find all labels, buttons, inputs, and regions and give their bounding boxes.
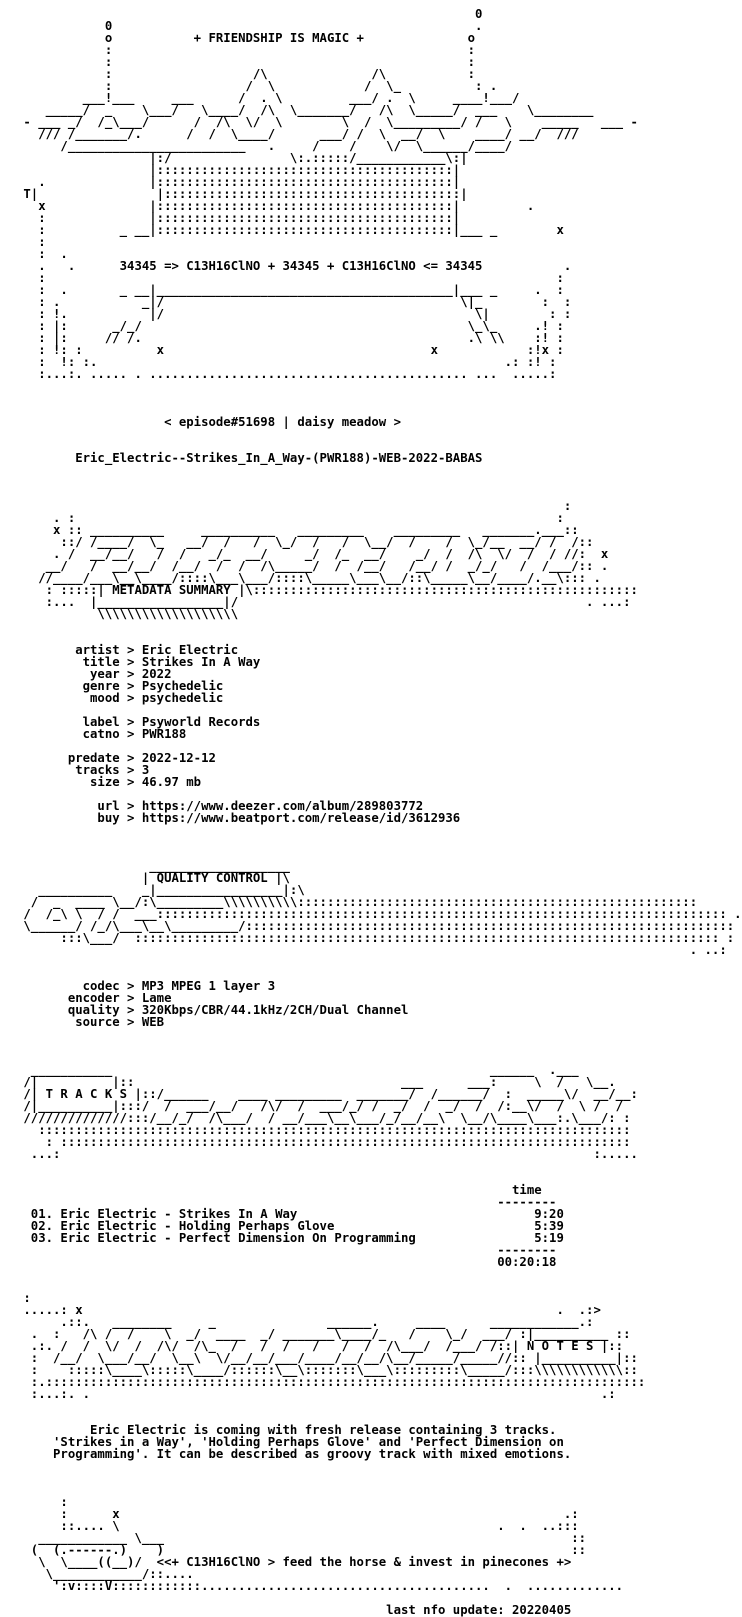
- nfo-line: 03. Eric Electric - Perfect Dimension On Programming 5:19: [16, 1231, 564, 1245]
- nfo-line: ( (.------.) ) ::: [16, 1543, 587, 1557]
- nfo-line: \\\\\\\\\\\\\\\\\\\: [16, 607, 239, 621]
- nfo-line: : :: [16, 271, 564, 285]
- nfo-line: ':v::::V::::::::::::....................................... . .............: [16, 1579, 624, 1593]
- nfo-line: : |: _/_/ \_\_ .! :: [16, 319, 564, 333]
- nfo-line: ::::::::::::::::::::::::::::::::::::::::::::::::::::::::::::::::::::::::::::::::: [16, 1123, 631, 1137]
- nfo-line: : :::::::::::::::::::::::::::::::::::::::::::::::::::::::::::::::::::::::::::::: [16, 1135, 631, 1149]
- nfo-line: artist > Eric Electric: [16, 643, 239, 657]
- nfo-line: : / \ / \_ : .: [16, 79, 498, 93]
- nfo-line: [16, 1472, 742, 1484]
- nfo-line: //____/___\__\____/::::\___\___/::::\_____\___\__/::\_____\__/____/.__\::: .: [16, 571, 601, 585]
- nfo-line: : x .:: [16, 1507, 579, 1521]
- nfo-line: __/ / __/__/ /__/ / / /\_____/ / /__/ /__/ / _/_/ / /___/:: .: [16, 559, 609, 573]
- nfo-line: / /_\ \ / / ___::::::::::::::::::::::::::::::::::::::::::::::::::::::::::::::::::::::::::::: .: [16, 907, 742, 921]
- nfo-line: [16, 836, 742, 848]
- nfo-line: [16, 1400, 742, 1412]
- nfo-line: 0 .: [16, 19, 483, 33]
- nfo-line: [16, 1484, 742, 1496]
- nfo-line: encoder > Lame: [16, 991, 172, 1005]
- nfo-line: .....: x . .:>: [16, 1303, 601, 1317]
- nfo-line: .::. ________ _ ______. ____ ____________.:: [16, 1315, 594, 1329]
- nfo-line: : .: [16, 247, 68, 261]
- nfo-line: [16, 392, 742, 404]
- nfo-line: ___________________: [16, 859, 290, 873]
- nfo-line: codec > MP3 MPEG 1 layer 3: [16, 979, 276, 993]
- nfo-line: --------: [16, 1195, 557, 1209]
- nfo-line: . ..:: [16, 943, 727, 957]
- nfo-line: predate > 2022-12-12: [16, 751, 216, 765]
- nfo-line: /| |:: ___ ___: \ / \__.: [16, 1075, 624, 1089]
- nfo-line: ____________ \___ ::: [16, 1531, 587, 1545]
- nfo-line: x |::::::::::::::::::::::::::::::::::::::::| .: [16, 199, 535, 213]
- nfo-line: [16, 824, 742, 836]
- nfo-line: year > 2022: [16, 667, 172, 681]
- nfo-line: 01. Eric Electric - Strikes In A Way 9:20: [16, 1207, 564, 1221]
- nfo-line: ...: :.....: [16, 1147, 638, 1161]
- nfo-line: [16, 956, 742, 968]
- nfo-line: .:. / / \/ / /\/ /\_ / / / / / / /\___/ /___/ /::| N O T E S |::: [16, 1339, 624, 1353]
- nfo-line: //////////////:::/__/_/ /\___/ / __/___\__\___/_/__/__\ \__/\____\___:.\___/: :: [16, 1111, 631, 1125]
- nfo-line: mood > psychedelic: [16, 691, 224, 705]
- nfo-line: ___!___ ___ / . \ ___/ . \ ____!___/: [16, 91, 520, 105]
- nfo-line: : /\ /\ :: [16, 67, 476, 81]
- nfo-line: : . _|/ \|_ : :: [16, 295, 572, 309]
- nfo-line: size > 46.97 mb: [16, 775, 202, 789]
- nfo-line: [16, 380, 742, 392]
- nfo-line: : . _ __|________________________________________|___ _ . :: [16, 283, 564, 297]
- nfo-line: \ \____((__)/ <<+ C13H16ClNO > feed the horse & invest in pinecones +>: [16, 1555, 572, 1569]
- nfo-line: . / __/__/ / / _/_ __/ _/ /_ __/ _/ / /\ \/ / / //: x: [16, 547, 609, 561]
- nfo-line: : _ __|::::::::::::::::::::::::::::::::::::::::|___ _ x: [16, 223, 564, 237]
- nfo-line: \____________/::....: [16, 1567, 194, 1581]
- nfo-line: : |: // /. .\ \\ :! :: [16, 331, 564, 345]
- nfo-line: o + FRIENDSHIP IS MAGIC + o: [16, 31, 476, 45]
- nfo-line: ::/ /____/ \_ __/ / / \_/ / / \__/ / / \_/__ __/ / /::: [16, 535, 594, 549]
- nfo-line: /| T R A C K S |::/______ ____ _________ _______/ /______/ : _____\/ __/__:: [16, 1087, 638, 1101]
- nfo-line: : !. |/ \| : :: [16, 307, 572, 321]
- nfo-line: x :: __________ __________ _________ _________ _______.___::: [16, 523, 579, 537]
- nfo-line: :...:. ..... . ........................................... ... .....:: [16, 367, 557, 381]
- nfo-line: ___________ ______ .___: [16, 1063, 587, 1077]
- nfo-line: Programming'. It can be described as groovy track with mixed emotions.: [16, 1447, 572, 1461]
- nfo-line: time: [16, 1183, 542, 1197]
- nfo-line: /________________________ . / / \/ \______/____/: [16, 139, 513, 153]
- nfo-line: _____/ _ \___/ \____/ /\ \_______/ /\ \_____/ ___ \________: [16, 103, 594, 117]
- nfo-line: :: [16, 1291, 31, 1305]
- nfo-line: : :: [16, 43, 476, 57]
- nfo-line: . : /\ / / \ _/ ____ _/ _______\____/_ / \_/ ___/ :|__________ ::: [16, 1327, 631, 1341]
- nfo-line: \______/ /_/\___\__\_________/::::::::::::::::::::::::::::::::::::::::::::::::::::::::::::::::::: [16, 919, 735, 933]
- nfo-line: --------: [16, 1243, 557, 1257]
- nfo-line: T| |::::::::::::::::::::::::::::::::::::::::|: [16, 187, 468, 201]
- nfo-line: [16, 1268, 742, 1280]
- nfo-line: [16, 1040, 742, 1052]
- nfo-line: [16, 476, 742, 488]
- nfo-line: : !: : x x :!x :: [16, 343, 564, 357]
- nfo-line: < episode#51698 | daisy meadow >: [16, 415, 401, 429]
- nfo-line: 'Strikes in a Way', 'Holding Perhaps Glove' and 'Perfect Dimension on: [16, 1435, 564, 1449]
- nfo-line: 00:20:18: [16, 1255, 557, 1269]
- nfo-line: :...:. . .:: [16, 1387, 616, 1401]
- nfo-line: [16, 620, 742, 632]
- nfo-line: :: [16, 1495, 68, 1509]
- nfo-line: tracks > 3: [16, 763, 150, 777]
- nfo-line: Eric_Electric--Strikes_In_A_Way-(PWR188)-WEB-2022-BABAS: [16, 451, 483, 465]
- nfo-line: - ___ _/ /_\___/ / /\ \/ \ \ / \_________/ / \ _____ ___ -: [16, 115, 638, 129]
- nfo-line: : :::::| METADATA SUMMARY |\::::::::::::::::::::::::::::::::::::::::::::::::::::: [16, 583, 638, 597]
- nfo-line: url > https://www.deezer.com/album/289803772: [16, 799, 424, 813]
- nfo-line: : !: :. .: :! :: [16, 355, 557, 369]
- nfo-text: [16, 8, 742, 1616]
- nfo-line: :.:::::::::::::::::::::::::::::::::::::::::::::::::::::::::::::::::::::::::::::::::: [16, 1375, 646, 1389]
- nfo-line: buy > https://www.beatport.com/release/id/3612936: [16, 811, 461, 825]
- nfo-line: :: [16, 499, 572, 513]
- nfo-line: |::::::::::::::::::::::::::::::::::::::::|: [16, 163, 461, 177]
- nfo-line: label > Psyworld Records: [16, 715, 261, 729]
- nfo-line: [16, 1460, 742, 1472]
- nfo-line: [16, 464, 742, 476]
- nfo-line: title > Strikes In A Way: [16, 655, 261, 669]
- nfo-line: :::\___/ ::::::::::::::::::::::::::::::::::::::::::::::::::::::::::::::::::::::::::::::: :: [16, 931, 735, 945]
- nfo-line: ::.... \ . . ..:::: [16, 1519, 579, 1533]
- nfo-line: : |::::::::::::::::::::::::::::::::::::::::|: [16, 211, 461, 225]
- nfo-line: :... |_________________|/ . ...:: [16, 595, 631, 609]
- nfo-line: . |::::::::::::::::::::::::::::::::::::::::|: [16, 175, 461, 189]
- nfo-line: Eric Electric is coming with fresh release containing 3 tracks.: [16, 1423, 557, 1437]
- nfo-line: / _ ____ \__/:\_________\\\\\\\\\\::::::::::::::::::::::::::::::::::::::::::::::::::::::: [16, 895, 698, 909]
- nfo-line: :: [16, 235, 46, 249]
- nfo-line: 02. Eric Electric - Holding Perhaps Glove 5:39: [16, 1219, 564, 1233]
- nfo-line: . . 34345 => C13H16ClNO + 34345 + C13H16ClNO <= 34345 .: [16, 259, 572, 273]
- nfo-line: catno > PWR188: [16, 727, 187, 741]
- nfo-line: [16, 1160, 742, 1172]
- nfo-line: | QUALITY CONTROL |\: [16, 871, 290, 885]
- nfo-line: source > WEB: [16, 1015, 165, 1029]
- nfo-line: genre > Psychedelic: [16, 679, 224, 693]
- nfo-line: : :::::\____\:::::\____/::::::\__\:::::::\___\:::::::::\_____/:::\\\\\\\\\\\\::: [16, 1363, 638, 1377]
- nfo-line: [16, 1280, 742, 1292]
- nfo-line: /// /_______/. / / \____/ ___/ / \ __/ \ ____/ __/ ///: [16, 127, 579, 141]
- nfo-line: /|__________|:::/ / ___/__/ /\/ / ___/_/ / _/ / _/ / /:__\/ / \ / /: [16, 1099, 624, 1113]
- nfo-line: quality > 320Kbps/CBR/44.1kHz/2CH/Dual Channel: [16, 1003, 409, 1017]
- nfo-line: 0: [16, 7, 483, 21]
- nfo-line: last nfo update: 20220405: [16, 1603, 572, 1617]
- nfo-line: __________ _|_________________|:\: [16, 883, 305, 897]
- nfo-line: [16, 428, 742, 440]
- nfo-line: |:/ \:.:::::/____________\:|: [16, 151, 468, 165]
- nfo-line: . : :: [16, 511, 564, 525]
- nfo-line: [16, 1028, 742, 1040]
- nfo-line: : /__/ \___/__/ \__\ \/__/__/___/____/__/__/\__/_____/_____//:: |__________|::: [16, 1351, 638, 1365]
- nfo-line: : :: [16, 55, 476, 69]
